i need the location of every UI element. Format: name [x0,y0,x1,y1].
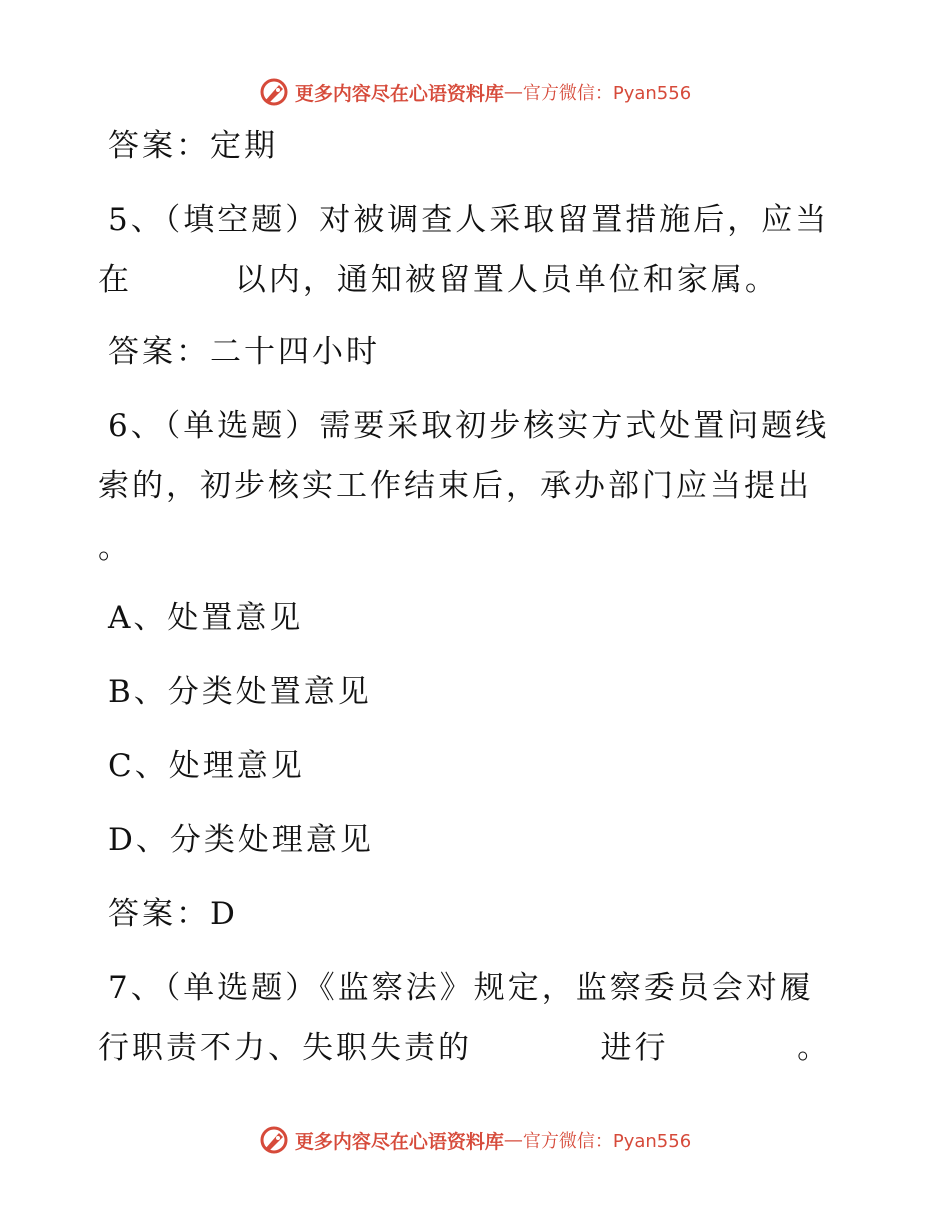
watermark-subtext: 官方微信：Pyan556 [522,83,692,104]
option-a: A、处置意见 [108,600,304,636]
question-6-line-3: 。 [98,530,132,566]
answer-line: 答案：定期 [108,128,278,164]
footer-watermark [0,1120,950,1160]
answer-line: 答案：D [108,896,238,932]
question-6-line-2: 索的，初步核实工作结束后，承办部门应当提出 [98,468,812,504]
option-c: C、处理意见 [108,748,305,784]
header-watermark [0,72,950,112]
watermark-dash: — [503,81,523,103]
question-7-line-2: 行职责不力、失职失责的 进行 。 [98,1030,832,1066]
question-7-line-1: 7、（单选题）《监察法》规定，监察委员会对履 [108,970,814,1006]
watermark-subtext: 官方微信：Pyan556 [522,1131,692,1152]
question-5-line-1: 5、（填空题）对被调查人采取留置措施后，应当 [108,202,830,238]
answer-line: 答案：二十四小时 [108,334,380,370]
watermark-text: 更多内容尽在心语资料库 [294,1130,504,1153]
watermark-text: 更多内容尽在心语资料库 [294,82,504,105]
pen-nib-circle-icon [259,1125,289,1155]
question-5-line-2: 在 以内，通知被留置人员单位和家属。 [98,262,779,298]
pen-nib-circle-icon [259,77,289,107]
option-b: B、分类处置意见 [108,674,372,710]
question-6-line-1: 6、（单选题）需要采取初步核实方式处置问题线 [108,408,830,444]
watermark-dash: — [503,1129,523,1151]
option-d: D、分类处理意见 [108,822,374,858]
